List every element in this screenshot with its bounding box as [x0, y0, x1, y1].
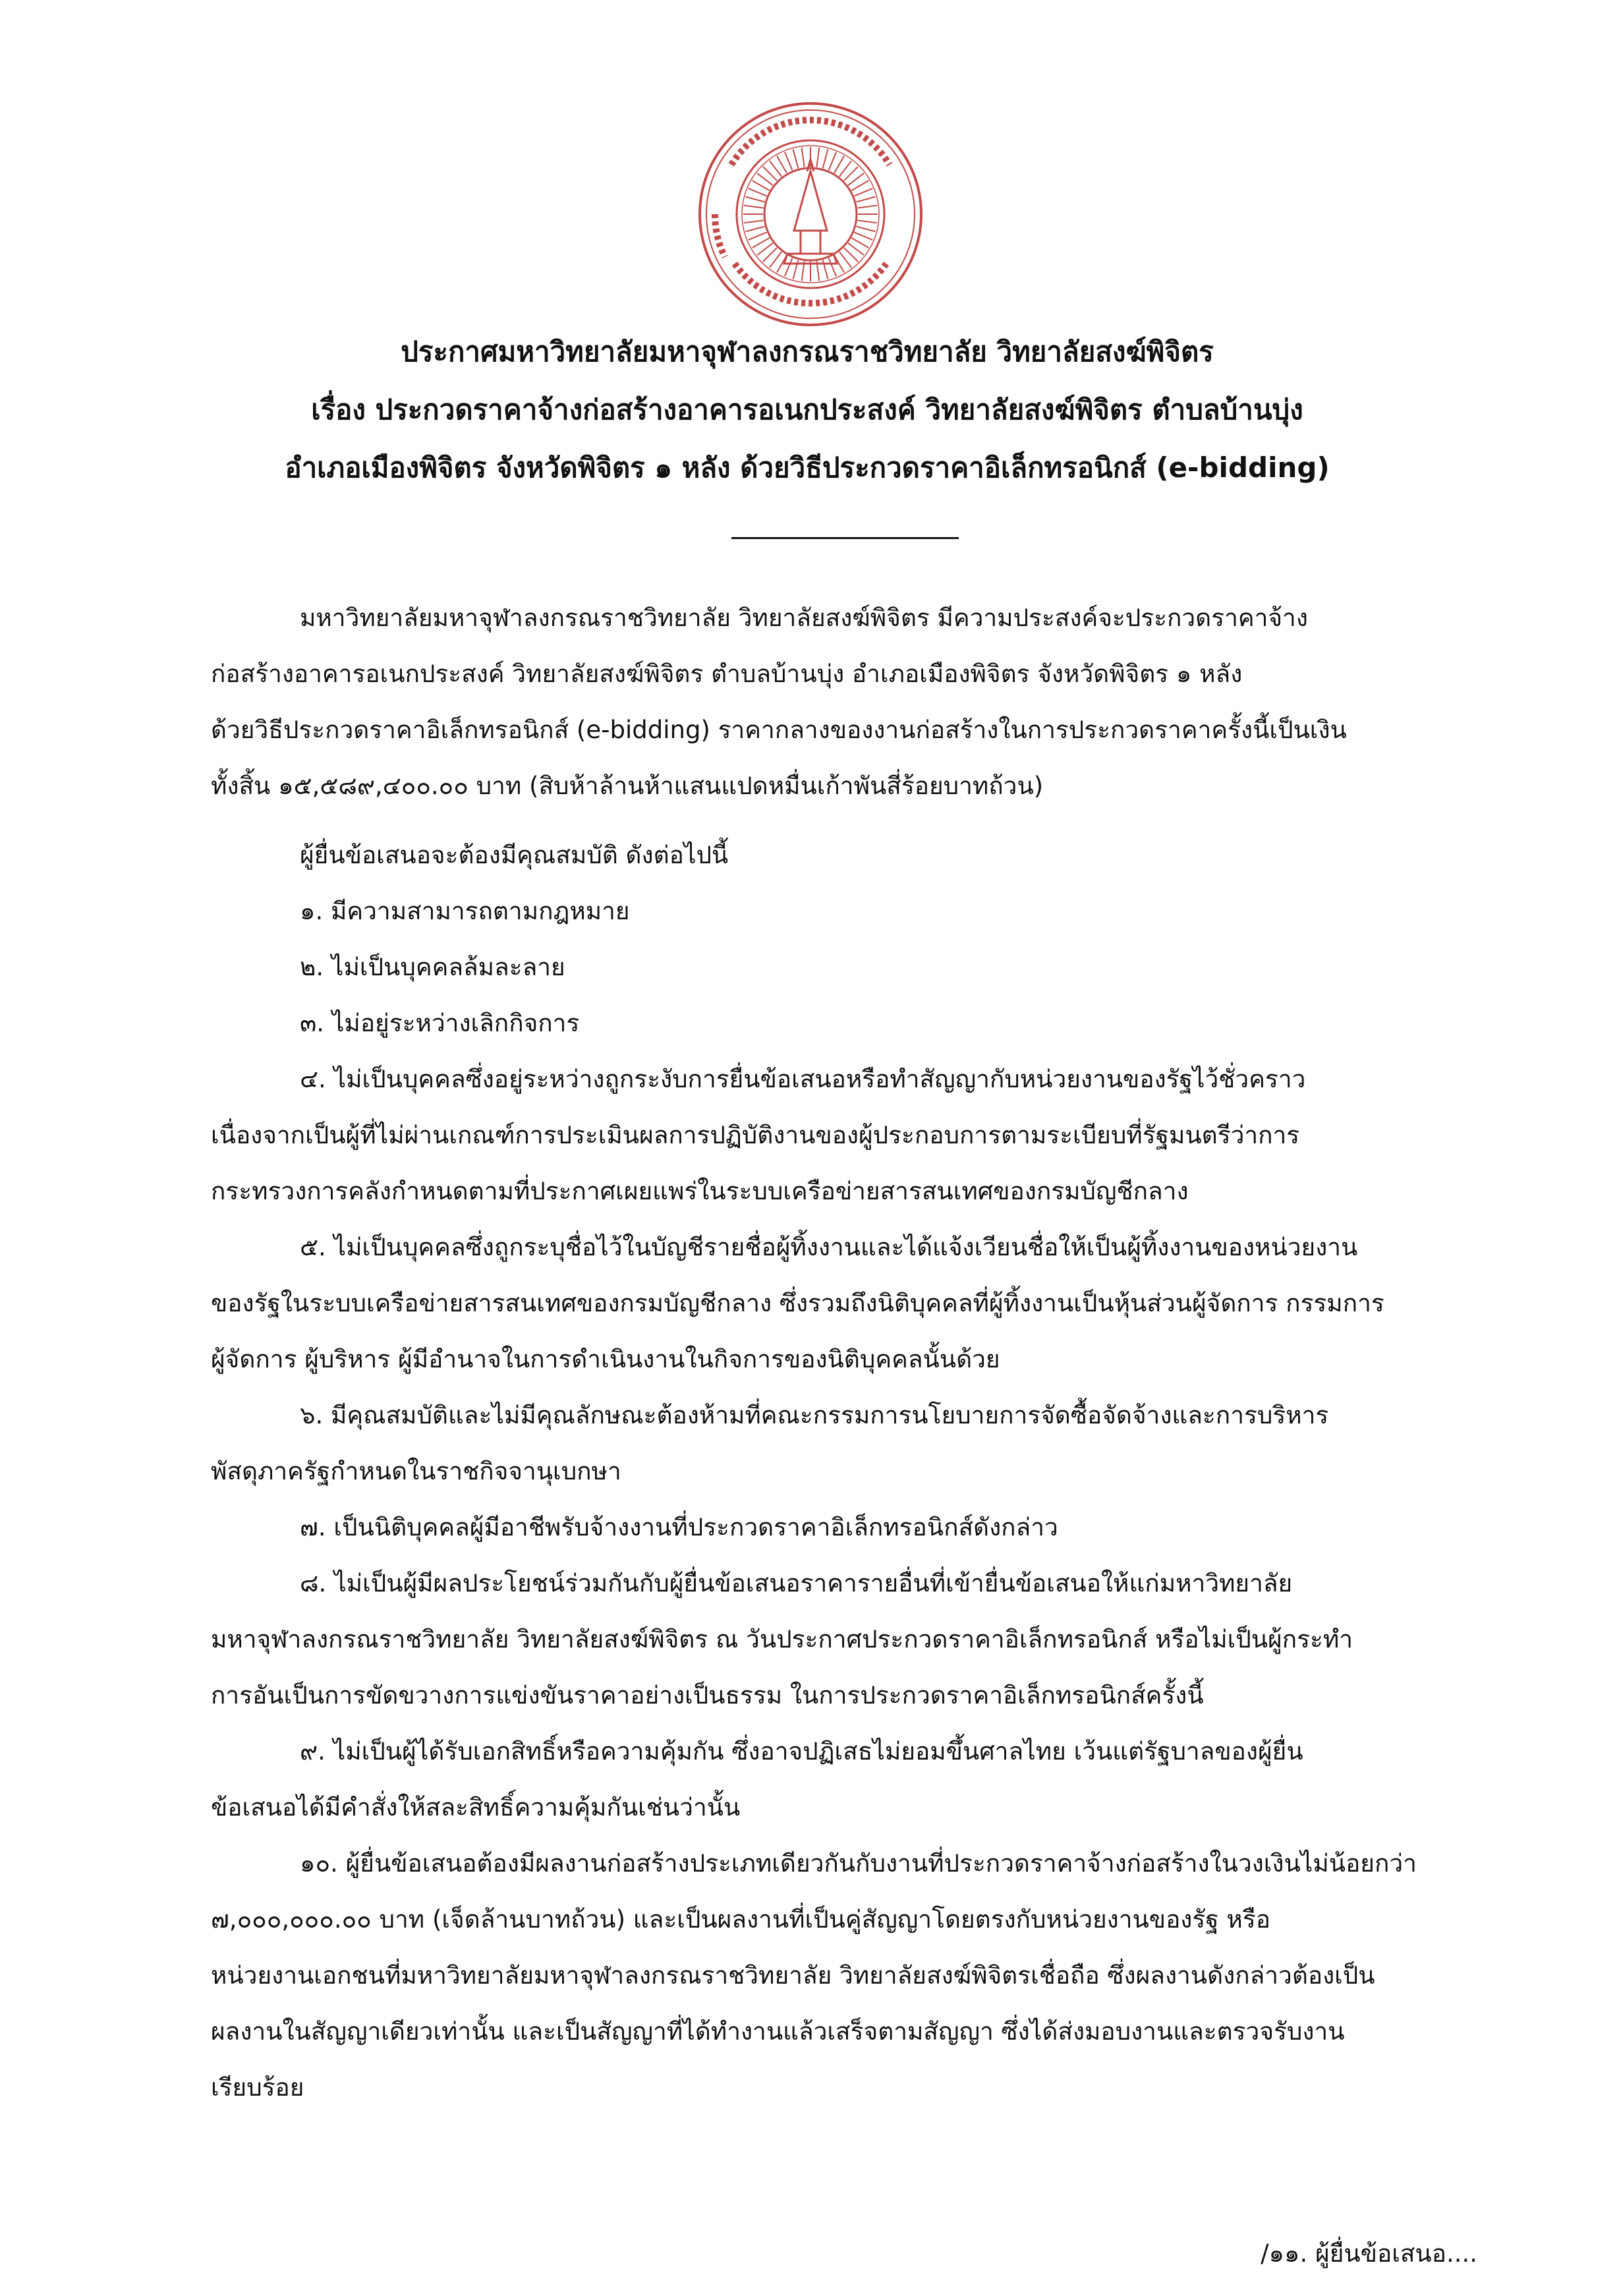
- qualification-item-8: [211, 1555, 1479, 1723]
- item-line: ๗,๐๐๐,๐๐๐.๐๐ บาท (เจ็ดล้านบาทถ้วน) และเป็นผลงานที่เป็นคู่สัญญาโดยตรงกับหน่วยงานของรัฐ หรือ: [211, 1905, 1270, 1934]
- item-line: ของรัฐในระบบเครือข่ายสารสนเทศของกรมบัญชีกลาง ซึ่งรวมถึงนิติบุคคลที่ผู้ทิ้งงานเป็นหุ้นส่วนผู้จัดการ กรรมการ: [211, 1289, 1384, 1317]
- intro-line: ด้วยวิธีประกวดราคาอิเล็กทรอนิกส์ (e-bidding) ราคากลางของงานก่อสร้างในการประกวดราคาครั้งนี้เป็นเงิน: [211, 716, 1347, 744]
- document-body: [211, 590, 1479, 2115]
- qualifications-heading: ผู้ยื่นข้อเสนอจะต้องมีคุณสมบัติ ดังต่อไปนี้: [300, 841, 729, 869]
- qualification-item-7: ๗. เป็นนิติบุคคลผู้มีอาชีพรับจ้างงานที่ประกวดราคาอิเล็กทรอนิกส์ดังกล่าว: [300, 1513, 1058, 1541]
- qualification-item-1: ๑. มีความสามารถตามกฎหมาย: [300, 897, 630, 925]
- item-line: ข้อเสนอได้มีคำสั่งให้สละสิทธิ์ความคุ้มกันเช่นว่านั้น: [211, 1793, 741, 1822]
- item-line: ๕. ไม่เป็นบุคคลซึ่งถูกระบุชื่อไว้ในบัญชีรายชื่อผู้ทิ้งงานและได้แจ้งเวียนชื่อให้เป็นผู้ทิ้งงานของหน่วยงาน: [300, 1233, 1358, 1261]
- item-line: หน่วยงานเอกชนที่มหาวิทยาลัยมหาจุฬาลงกรณราชวิทยาลัย วิทยาลัยสงฆ์พิจิตรเชื่อถือ ซึ่งผลงานดังกล่าวต้องเป็น: [211, 1961, 1375, 1990]
- item-line: เรียบร้อย: [211, 2073, 304, 2102]
- item-line: พัสดุภาครัฐกำหนดในราชกิจจานุเบกษา: [211, 1457, 621, 1485]
- qualification-item-10: [211, 1835, 1479, 2115]
- item-line: เนื่องจากเป็นผู้ที่ไม่ผ่านเกณฑ์การประเมินผลการปฏิบัติงานของผู้ประกอบการตามระเบียบที่รัฐมนตรีว่าการ: [211, 1121, 1300, 1149]
- header-divider: [731, 537, 959, 539]
- item-line: ผู้จัดการ ผู้บริหาร ผู้มีอำนาจในการดำเนินงานในกิจการของนิติบุคคลนั้นด้วย: [211, 1345, 1000, 1373]
- header-subject: เรื่อง ประกวดราคาจ้างก่อสร้างอาคารอเนกประสงค์ วิทยาลัยสงฆ์พิจิตร ตำบลบ้านบุ่ง: [311, 393, 1303, 426]
- item-line: ๙. ไม่เป็นผู้ได้รับเอกสิทธิ์หรือความคุ้มกัน ซึ่งอาจปฏิเสธไม่ยอมขึ้นศาลไทย เว้นแต่รัฐบาลของผู้ยื่น: [300, 1737, 1303, 1765]
- item-line: ๑๐. ผู้ยื่นข้อเสนอต้องมีผลงานก่อสร้างประเภทเดียวกันกับงานที่ประกวดราคาจ้างก่อสร้างในวงเงินไม่น้อยกว่า: [300, 1849, 1417, 1878]
- qualification-item-4: [211, 1051, 1479, 1219]
- item-line: มหาจุฬาลงกรณราชวิทยาลัย วิทยาลัยสงฆ์พิจิตร ณ วันประกาศประกวดราคาอิเล็กทรอนิกส์ หรือไม่เป็นผู้กระทำ: [211, 1625, 1353, 1653]
- item-line: กระทรวงการคลังกำหนดตามที่ประกาศเผยแพร่ในระบบเครือข่ายสารสนเทศของกรมบัญชีกลาง: [211, 1177, 1189, 1205]
- item-line: ผลงานในสัญญาเดียวเท่านั้น และเป็นสัญญาที่ได้ทำงานแล้วเสร็จตามสัญญา ซึ่งได้ส่งมอบงานและตรวจรับงาน: [211, 2017, 1345, 2046]
- qualification-item-5: [211, 1219, 1479, 1387]
- university-seal-icon: [695, 99, 926, 330]
- page-continuation: /๑๑. ผู้ยื่นข้อเสนอ....: [1261, 2239, 1477, 2268]
- qualification-item-6: [211, 1387, 1479, 1499]
- intro-line: ทั้งสิ้น ๑๕,๕๘๙,๔๐๐.๐๐ บาท (สิบห้าล้านห้าแสนแปดหมื่นเก้าพันสี่ร้อยบาทถ้วน): [211, 772, 1044, 800]
- intro-line: มหาวิทยาลัยมหาจุฬาลงกรณราชวิทยาลัย วิทยาลัยสงฆ์พิจิตร มีความประสงค์จะประกวดราคาจ้าง: [300, 604, 1308, 632]
- intro-line: ก่อสร้างอาคารอเนกประสงค์ วิทยาลัยสงฆ์พิจิตร ตำบลบ้านบุ่ง อำเภอเมืองพิจิตร จังหวัดพิจิตร ๑ หลัง: [211, 660, 1243, 688]
- qualification-item-2: ๒. ไม่เป็นบุคคลล้มละลาย: [300, 953, 565, 981]
- item-line: การอันเป็นการขัดขวางการแข่งขันราคาอย่างเป็นธรรม ในการประกวดราคาอิเล็กทรอนิกส์ครั้งนี้: [211, 1681, 1204, 1709]
- qualification-item-3: ๓. ไม่อยู่ระหว่างเลิกกิจการ: [300, 1009, 580, 1037]
- header-subject-cont: อำเภอเมืองพิจิตร จังหวัดพิจิตร ๑ หลัง ด้วยวิธีประกวดราคาอิเล็กทรอนิกส์ (e-bidding): [285, 451, 1330, 484]
- header-title: ประกาศมหาวิทยาลัยมหาจุฬาลงกรณราชวิทยาลัย วิทยาลัยสงฆ์พิจิตร: [401, 335, 1214, 368]
- announcement-header: [165, 323, 1450, 497]
- item-line: ๘. ไม่เป็นผู้มีผลประโยชน์ร่วมกันกับผู้ยื่นข้อเสนอราคารายอื่นที่เข้ายื่นข้อเสนอให้แก่มหาวิทยาลัย: [300, 1569, 1293, 1597]
- intro-paragraph: [211, 590, 1479, 814]
- qualification-item-9: [211, 1723, 1479, 1835]
- item-line: ๖. มีคุณสมบัติและไม่มีคุณลักษณะต้องห้ามที่คณะกรรมการนโยบายการจัดซื้อจัดจ้างและการบริหาร: [300, 1401, 1329, 1429]
- item-line: ๔. ไม่เป็นบุคคลซึ่งอยู่ระหว่างถูกระงับการยื่นข้อเสนอหรือทำสัญญากับหน่วยงานของรัฐไว้ชั่วคราว: [300, 1065, 1306, 1093]
